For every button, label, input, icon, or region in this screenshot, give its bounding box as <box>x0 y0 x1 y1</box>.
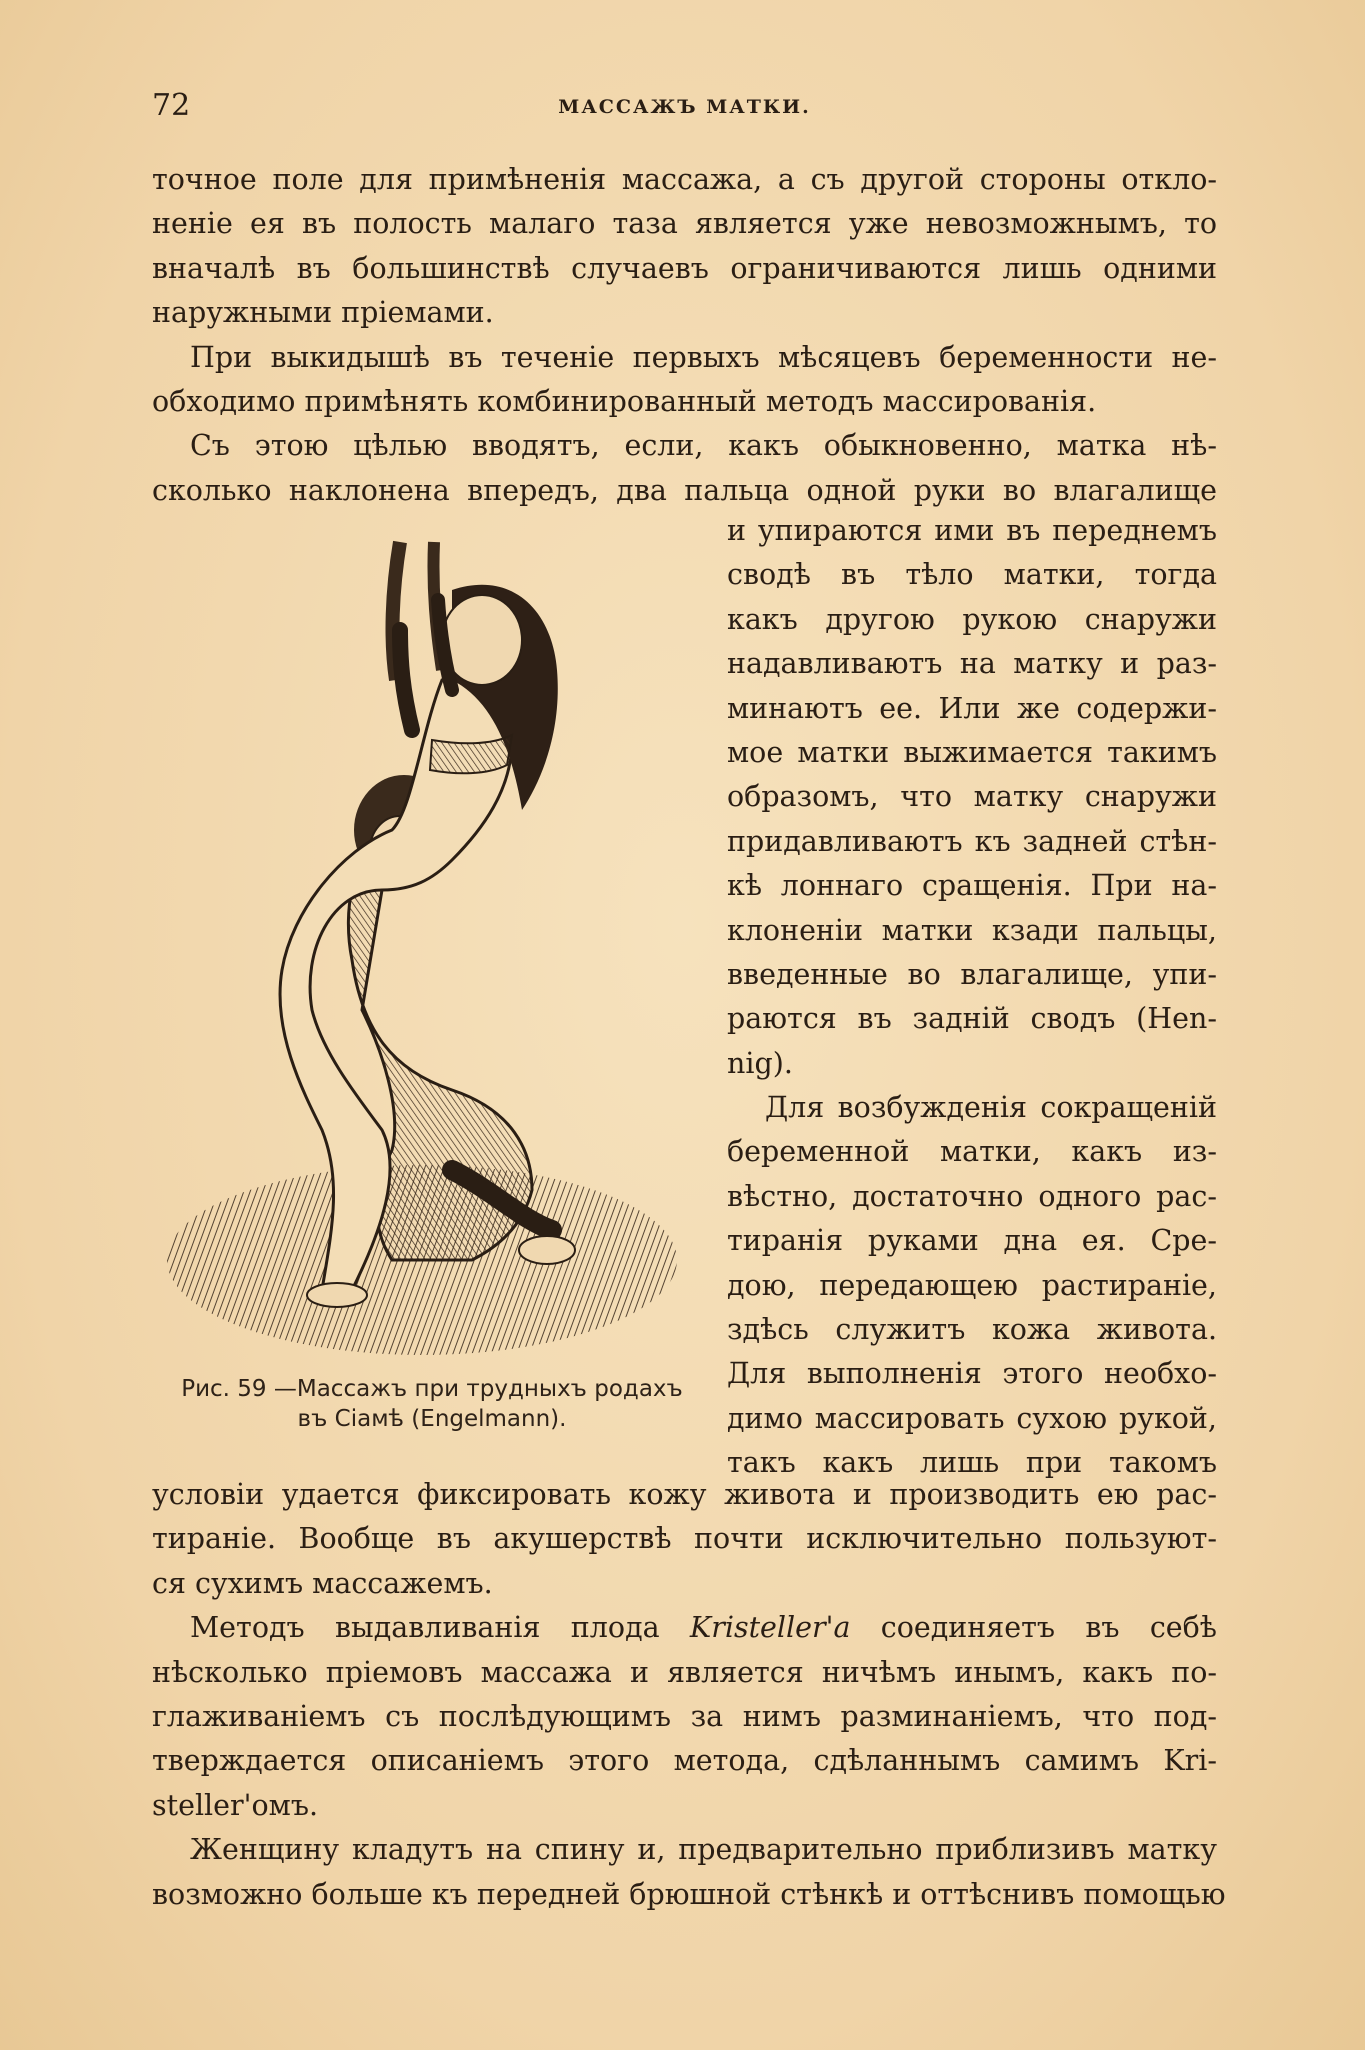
engraving-image <box>152 530 692 1370</box>
text-span: соединяетъ въ себѣ <box>850 1611 1217 1645</box>
text-line: мое матки выжимается такимъ <box>727 735 1217 769</box>
text-line: При выкидышѣ въ теченіе первыхъ мѣсяцевъ беременности не- <box>190 340 1217 374</box>
page-number: 72 <box>152 88 191 123</box>
text-line: раются въ задній сводъ (Hen- <box>727 1002 1217 1036</box>
text-line: вначалѣ въ большинствѣ случаевъ ограничиваются лишь одними <box>152 251 1217 285</box>
text-line: введенные во влагалище, упи- <box>727 957 1217 991</box>
text-line: вѣстно, достаточно одного рас- <box>727 1179 1217 1213</box>
text-line: какъ другою рукою снаружи <box>727 602 1217 636</box>
text-line: обходимо примѣнять комбинированный методъ массированія. <box>152 384 1097 418</box>
text-line <box>152 1606 1217 1650</box>
text-line: Женщину кладутъ на спину и, предварительно приблизивъ матку <box>190 1833 1217 1867</box>
text-line: nig). <box>727 1046 793 1080</box>
text-span: Методъ выдавливанія плода <box>190 1611 690 1645</box>
text-line: сколько наклонена впередъ, два пальца одной руки во влагалище <box>152 473 1217 507</box>
caption-line-2: въ Сіамѣ (Engelmann). <box>297 1406 567 1432</box>
text-line: минаютъ ее. Или же содержи- <box>727 691 1217 725</box>
text-column-right <box>727 509 1217 1486</box>
text-line: неніе ея въ полость малаго таза является уже невозможнымъ, то <box>152 207 1217 241</box>
text-line: steller'омъ. <box>152 1788 319 1822</box>
running-title: МАССАЖЪ МАТКИ. <box>558 96 811 118</box>
text-line: глаживаніемъ съ послѣдующимъ за нимъ разминаніемъ, что под- <box>152 1699 1217 1733</box>
text-line: нѣсколько пріемовъ массажа и является ничѣмъ инымъ, какъ по- <box>152 1655 1217 1689</box>
text-line: ся сухимъ массажемъ. <box>152 1566 493 1600</box>
text-line: придавливаютъ къ задней стѣн- <box>727 824 1217 858</box>
figure-illustration <box>152 530 692 1370</box>
text-line: образомъ, что матку снаружи <box>727 780 1217 814</box>
text-line: и упираются ими въ переднемъ <box>727 514 1217 547</box>
text-line: возможно больше къ передней брюшной стѣнкѣ и оттѣснивъ помощью <box>152 1877 1226 1911</box>
text-line: точное поле для примѣненія массажа, а съ другой стороны откло- <box>152 163 1217 196</box>
author-name-italic: Kristeller'a <box>689 1611 851 1645</box>
caption-line-1: Рис. 59 —Массажъ при трудныхъ родахъ <box>181 1376 683 1402</box>
text-line: дою, передающею растираніе, <box>727 1268 1217 1302</box>
text-line: сводѣ въ тѣло матки, тогда <box>727 558 1217 592</box>
text-line: кѣ лоннаго сращенія. При на- <box>727 869 1217 903</box>
text-line: условіи удается фиксировать кожу живота и производить ею рас- <box>152 1478 1217 1511</box>
text-line: здѣсь служитъ кожа живота. <box>727 1313 1217 1347</box>
text-block-top <box>152 158 1217 513</box>
figure-caption <box>152 1374 712 1434</box>
page-header <box>152 88 1217 128</box>
text-line: Для выполненія этого необхо- <box>727 1357 1217 1391</box>
text-line: надавливаютъ на матку и раз- <box>727 647 1217 681</box>
text-line: Для возбужденія сокращеній <box>765 1091 1217 1125</box>
text-line: Съ этою цѣлью вводятъ, если, какъ обыкновенно, матка нѣ- <box>190 429 1217 463</box>
text-line: тиранія руками дна ея. Сре- <box>727 1224 1217 1258</box>
text-line: тираніе. Вообще въ акушерствѣ почти исключительно пользуют- <box>152 1522 1217 1556</box>
text-line: клоненіи матки кзади пальцы, <box>727 913 1217 947</box>
text-line: тверждается описаніемъ этого метода, сдѣланнымъ самимъ Kri- <box>152 1744 1217 1778</box>
text-line: наружными пріемами. <box>152 296 494 330</box>
text-line: такъ какъ лишь при такомъ <box>727 1446 1217 1480</box>
text-line: беременной матки, какъ из- <box>727 1135 1217 1169</box>
text-line: димо массировать сухою рукой, <box>727 1401 1217 1435</box>
text-block-bottom <box>152 1473 1226 1917</box>
